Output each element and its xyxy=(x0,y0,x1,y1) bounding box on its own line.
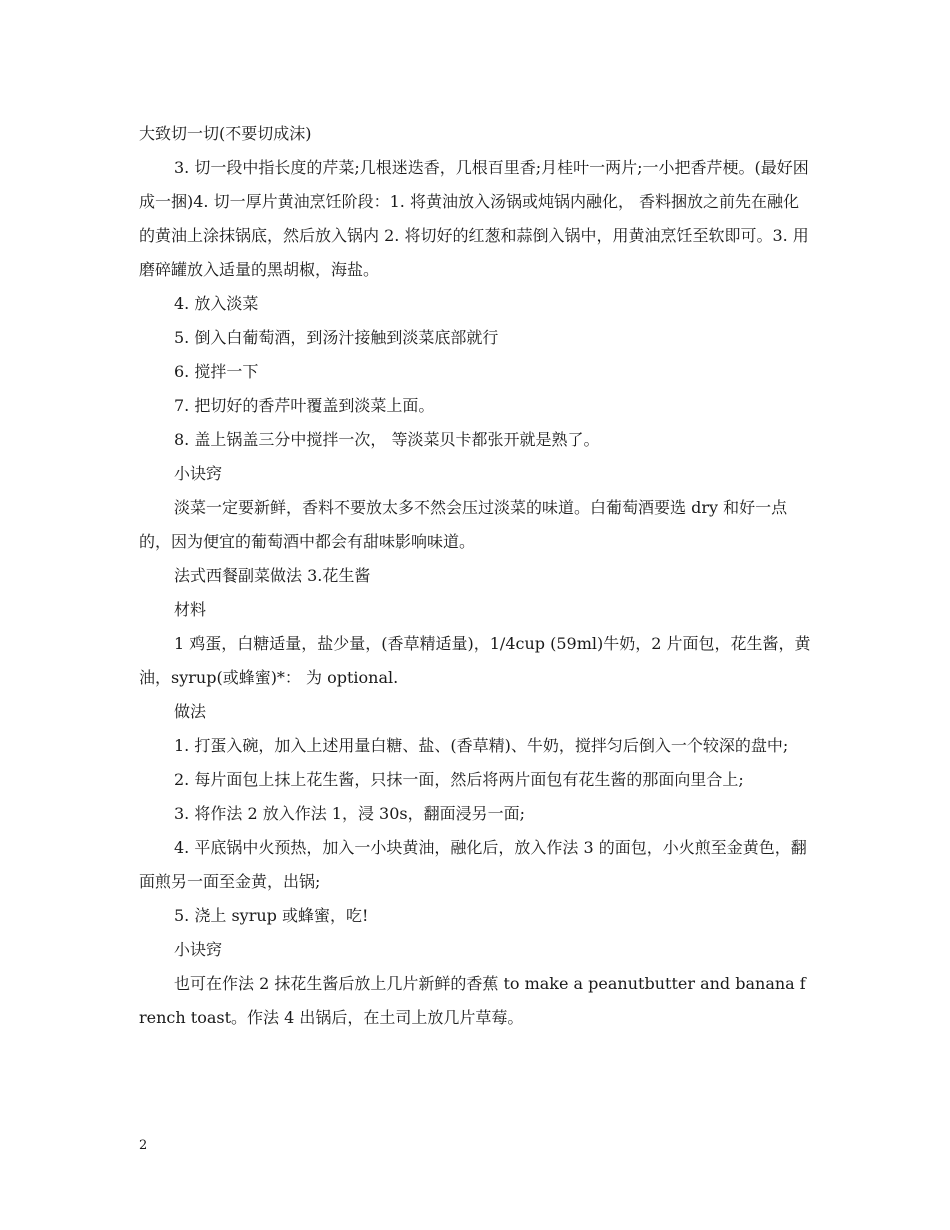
page-number: 2 xyxy=(139,1138,148,1153)
paragraph: 6. 搅拌一下 xyxy=(174,362,259,381)
section-heading: 小诀窍 xyxy=(174,940,223,959)
paragraph: 2. 每片面包上抹上花生酱，只抹一面，然后将两片面包有花生酱的那面向里合上; xyxy=(174,770,744,789)
document-body xyxy=(139,117,811,1035)
paragraph: 1 鸡蛋，白糖适量，盐少量，(香草精适量)，1/4cup (59ml)牛奶，2 片面包，花生酱，黄油，syrup(或蜂蜜)*： 为 optional. xyxy=(139,634,811,687)
paragraph: 7. 把切好的香芹叶覆盖到淡菜上面。 xyxy=(174,396,435,415)
paragraph: 4. 平底锅中火预热，加入一小块黄油，融化后，放入作法 3 的面包，小火煎至金黄色，翻面煎另一面至金黄，出锅; xyxy=(139,838,807,891)
paragraph: 也可在作法 2 抹花生酱后放上几片新鲜的香蕉 to make a peanutbutter and banana french toast。作法 4 出锅后，在土司上放几片草莓。 xyxy=(139,974,806,1027)
paragraph: 3. 切一段中指长度的芹菜;几根迷迭香，几根百里香;月桂叶一两片;一小把香芹梗。(最好困成一捆)4. 切一厚片黄油烹饪阶段：1. 将黄油放入汤锅或炖锅内融化， 香料捆放之前先在融化的黄油上涂抹锅底，然后放入锅内 2. 将切好的红葱和蒜倒入锅中，用黄油烹饪至软即可。3. 用磨碎罐放入适量的黑胡椒，海盐。 xyxy=(139,158,809,279)
paragraph: 5. 浇上 syrup 或蜂蜜，吃! xyxy=(174,906,369,925)
paragraph: 1. 打蛋入碗，加入上述用量白糖、盐、(香草精)、牛奶，搅拌匀后倒入一个较深的盘中; xyxy=(174,736,789,755)
paragraph: 3. 将作法 2 放入作法 1，浸 30s，翻面浸另一面; xyxy=(174,804,526,823)
paragraph: 8. 盖上锅盖三分中搅拌一次， 等淡菜贝卡都张开就是熟了。 xyxy=(174,430,600,449)
section-heading: 做法 xyxy=(174,702,207,721)
paragraph: 5. 倒入白葡萄酒，到汤汁接触到淡菜底部就行 xyxy=(174,328,499,347)
section-heading: 小诀窍 xyxy=(174,464,223,483)
paragraph: 大致切一切(不要切成沫) xyxy=(139,124,312,143)
section-heading: 法式西餐副菜做法 3.花生酱 xyxy=(174,566,371,585)
paragraph: 淡菜一定要新鲜，香料不要放太多不然会压过淡菜的味道。白葡萄酒要选 dry 和好一点的，因为便宜的葡萄酒中都会有甜味影响味道。 xyxy=(139,498,788,551)
section-heading: 材料 xyxy=(174,600,207,619)
paragraph: 4. 放入淡菜 xyxy=(174,294,259,313)
